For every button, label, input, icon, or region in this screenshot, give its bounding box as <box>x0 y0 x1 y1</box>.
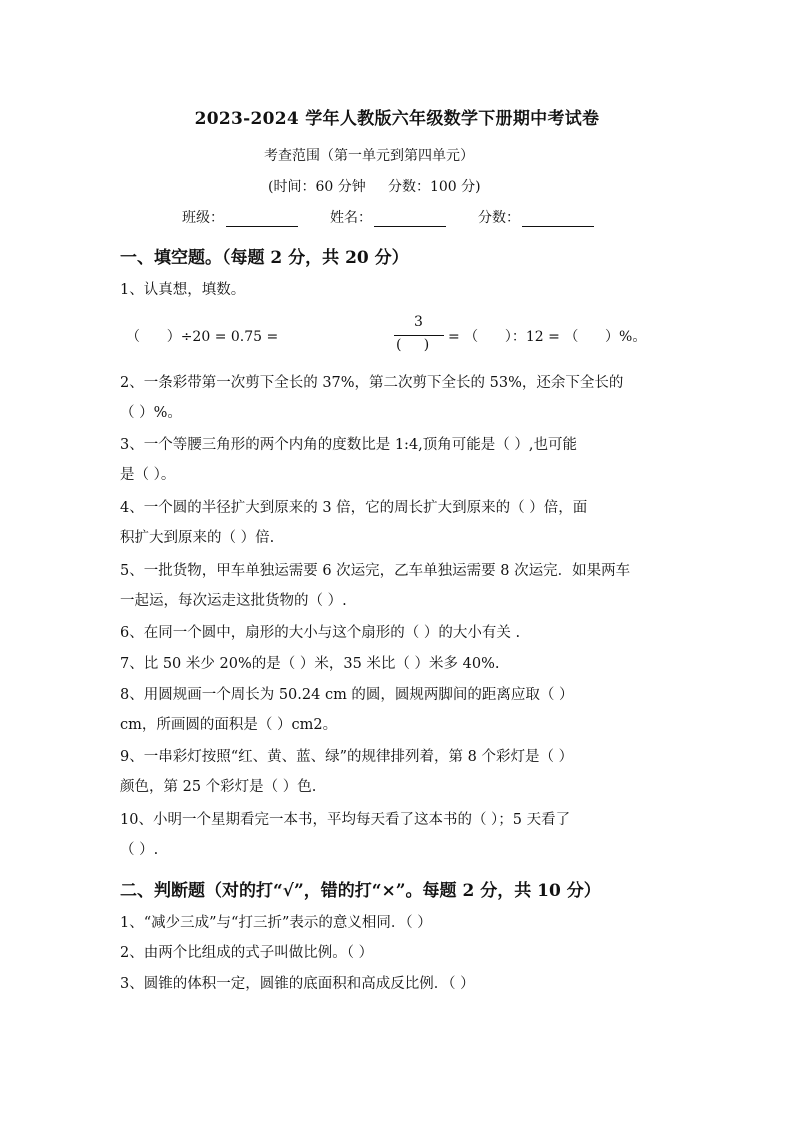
question-5-line-1: 5、一批货物，甲车单独运需要 6 次运完，乙车单独运需要 8 次运完．如果两车 <box>120 563 631 579</box>
formula-denominator: ( ) <box>396 337 430 353</box>
question-3-line-2: 是（ ）。 <box>120 467 176 483</box>
question-8-line-1: 8、用圆规画一个周长为 50.24 cm 的圆，圆规两脚间的距离应取（ ） <box>120 687 574 703</box>
judge-question-2: 2、由两个比组成的式子叫做比例。（ ） <box>120 945 374 961</box>
class-label: 班级： <box>182 210 224 226</box>
question-6: 6、在同一个圆中，扇形的大小与这个扇形的（ ）的大小有关 . <box>120 625 521 641</box>
formula-lead: （ ）÷20 = 0.75 = <box>126 329 279 345</box>
exam-title: 2023-2024 学年人教版六年级数学下册期中考试卷 <box>194 109 600 129</box>
class-blank[interactable] <box>226 210 298 227</box>
formula-numerator: 3 <box>414 314 423 330</box>
exam-time-score: (时间：60 分钟 分数：100 分) <box>268 179 481 195</box>
question-10-line-2: （ ）. <box>120 842 159 858</box>
name-blank[interactable] <box>374 210 446 227</box>
question-2-line-1: 2、一条彩带第一次剪下全长的 37%，第二次剪下全长的 53%，还余下全长的 <box>120 375 624 391</box>
question-4-line-2: 积扩大到原来的（ ）倍. <box>120 530 275 546</box>
question-9-line-1: 9、一串彩灯按照“红、黄、蓝、绿”的规律排列着，第 8 个彩灯是（ ） <box>120 749 574 765</box>
question-1-formula <box>126 314 646 358</box>
question-8-line-2: cm，所画圆的面积是（ ）cm2。 <box>120 717 338 733</box>
judge-question-3: 3、圆锥的体积一定，圆锥的底面积和高成反比例．（ ） <box>120 976 475 992</box>
fraction-bar <box>394 335 444 336</box>
name-label: 姓名： <box>330 210 372 226</box>
question-2-line-2: （ ）%。 <box>120 405 182 421</box>
question-9-line-2: 颜色，第 25 个彩灯是（ ）色. <box>120 779 317 795</box>
section-1-heading: 一、填空题。（每题 2 分，共 20 分） <box>120 248 409 268</box>
score-field <box>478 207 594 227</box>
judge-question-1: 1、“减少三成”与“打三折”表示的意义相同．（ ） <box>120 915 432 931</box>
section-2-heading: 二、判断题（对的打“√”，错的打“×”。每题 2 分，共 10 分） <box>120 881 601 901</box>
name-field <box>330 207 446 227</box>
score-label: 分数： <box>478 210 520 226</box>
exam-scope: 考查范围（第一单元到第四单元） <box>264 148 474 164</box>
question-7: 7、比 50 米少 20%的是（ ）米，35 米比（ ）米多 40%. <box>120 656 500 672</box>
formula-tail: = （ ）：12 = （ ）%。 <box>448 329 647 345</box>
score-blank[interactable] <box>522 210 594 227</box>
question-4-line-1: 4、一个圆的半径扩大到原来的 3 倍，它的周长扩大到原来的（ ）倍，面 <box>120 500 588 516</box>
question-5-line-2: 一起运，每次运走这批货物的（ ）. <box>120 593 347 609</box>
question-10-line-1: 10、小明一个星期看完一本书，平均每天看了这本书的（ ）；5 天看了 <box>120 812 571 828</box>
question-1: 1、认真想，填数。 <box>120 282 246 298</box>
question-3-line-1: 3、一个等腰三角形的两个内角的度数比是 1:4,顶角可能是（ ）,也可能 <box>120 437 577 453</box>
student-info-row <box>182 207 626 227</box>
class-field <box>182 207 298 227</box>
